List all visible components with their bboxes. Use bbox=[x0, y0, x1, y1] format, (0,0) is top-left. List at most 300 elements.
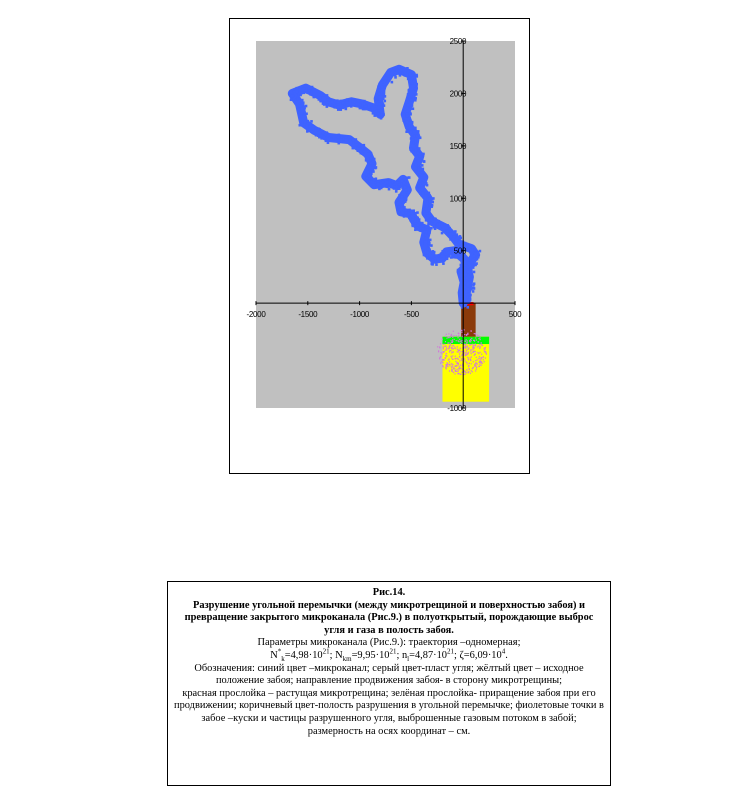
fracture-particle bbox=[484, 361, 485, 362]
fracture-particle bbox=[471, 356, 472, 357]
trajectory-pixel bbox=[344, 136, 347, 139]
trajectory-pixel bbox=[426, 257, 429, 260]
trajectory-pixel bbox=[408, 89, 411, 92]
fracture-particle bbox=[481, 345, 482, 346]
figure-frame bbox=[229, 18, 530, 474]
fracture-particle bbox=[456, 366, 457, 367]
fracture-particle bbox=[465, 344, 466, 345]
fracture-particle bbox=[477, 352, 478, 353]
caption-legend-2: красная прослойка – растущая микротрещина; зелёная прослойка- приращение забоя при его продвижении; коричневый цвет-полость разрушения в угольной перемычке; фиолетовые точки в забое –куски и частицы разрушенного угля, выброшенные газовым потоком в забой; размерность на осях координат – см. bbox=[174, 687, 604, 737]
fracture-particle bbox=[458, 364, 459, 365]
param-nl-sub: l bbox=[407, 655, 410, 664]
trajectory-pixel bbox=[394, 76, 397, 79]
fracture-particle bbox=[451, 363, 452, 364]
trajectory-pixel bbox=[438, 223, 441, 226]
trajectory-pixel bbox=[380, 91, 383, 94]
trajectory-pixel bbox=[406, 121, 409, 124]
trajectory-pixel bbox=[387, 77, 390, 80]
trajectory-pixel bbox=[421, 222, 424, 225]
trajectory-pixel bbox=[381, 86, 384, 89]
trajectory-pixel bbox=[460, 268, 463, 271]
fracture-particle bbox=[446, 365, 447, 366]
trajectory-pixel bbox=[323, 94, 326, 97]
fracture-particle bbox=[459, 366, 460, 367]
trajectory-pixel bbox=[380, 82, 383, 85]
fracture-particle bbox=[452, 359, 453, 360]
trajectory-pixel bbox=[364, 148, 367, 151]
trajectory-pixel bbox=[306, 124, 309, 127]
fracture-particle bbox=[450, 350, 451, 351]
trajectory-pixel bbox=[398, 66, 401, 69]
trajectory-pixel bbox=[466, 295, 469, 298]
fracture-particle bbox=[457, 346, 458, 347]
trajectory-pixel bbox=[411, 121, 414, 124]
fracture-particle bbox=[445, 336, 446, 337]
trajectory-pixel bbox=[375, 177, 378, 180]
fracture-particle bbox=[464, 347, 465, 348]
fracture-particle bbox=[452, 355, 453, 356]
fracture-particle bbox=[476, 339, 477, 340]
fracture-particle bbox=[451, 335, 452, 336]
fracture-particle bbox=[480, 365, 481, 366]
fracture-particle bbox=[451, 370, 452, 371]
fracture-particle bbox=[468, 349, 469, 350]
trajectory-pixel bbox=[422, 228, 425, 231]
trajectory-pixel bbox=[391, 181, 394, 184]
fracture-particle bbox=[477, 346, 478, 347]
trajectory-pixel bbox=[426, 200, 429, 203]
fracture-particle bbox=[475, 345, 476, 346]
fracture-particle bbox=[448, 333, 449, 334]
fracture-particle bbox=[484, 348, 485, 349]
fracture-particle bbox=[449, 351, 450, 352]
fracture-particle bbox=[460, 348, 461, 349]
fracture-particle bbox=[471, 340, 472, 341]
trajectory-pixel bbox=[310, 120, 313, 123]
trajectory-pixel bbox=[377, 109, 380, 112]
trajectory-pixel bbox=[467, 274, 470, 277]
trajectory-pixel bbox=[342, 102, 345, 105]
trajectory-pixel bbox=[406, 193, 409, 196]
fracture-particle bbox=[465, 341, 466, 342]
trajectory-pixel bbox=[446, 229, 449, 232]
fracture-particle bbox=[459, 350, 460, 351]
trajectory-pixel bbox=[414, 212, 417, 215]
trajectory-pixel bbox=[331, 101, 334, 104]
trajectory-pixel bbox=[403, 110, 406, 113]
trajectory-pixel bbox=[422, 233, 425, 236]
x-tick-label: -500 bbox=[403, 310, 419, 320]
fracture-particle bbox=[448, 337, 449, 338]
fracture-particle bbox=[461, 358, 462, 359]
fracture-particle bbox=[443, 344, 444, 345]
trajectory-pixel bbox=[428, 207, 431, 210]
fracture-particle bbox=[453, 331, 454, 332]
trajectory-pixel bbox=[411, 219, 414, 222]
trajectory-pixel bbox=[424, 214, 427, 217]
fracture-particle bbox=[446, 356, 447, 357]
fracture-particle bbox=[455, 348, 456, 349]
trajectory-pixel bbox=[455, 233, 458, 236]
trajectory-pixel bbox=[471, 262, 474, 265]
trajectory-pixel bbox=[402, 69, 405, 72]
trajectory-pixel bbox=[404, 74, 407, 77]
fracture-particle bbox=[479, 362, 480, 363]
y-tick-label: 1500 bbox=[449, 141, 467, 151]
trajectory-pixel bbox=[380, 106, 383, 109]
trajectory-pixel bbox=[366, 177, 369, 180]
fracture-particle bbox=[479, 346, 480, 347]
fracture-particle bbox=[485, 351, 486, 352]
fracture-particle bbox=[451, 367, 452, 368]
fracture-particle bbox=[468, 358, 469, 359]
trajectory-pixel bbox=[411, 151, 414, 154]
trajectory-pixel bbox=[371, 106, 374, 109]
trajectory-pixel bbox=[367, 171, 370, 174]
trajectory-pixel bbox=[420, 171, 423, 174]
trajectory-pixel bbox=[400, 196, 403, 199]
trajectory-pixel bbox=[355, 141, 358, 144]
trajectory-pixel bbox=[428, 209, 431, 212]
caption-params-values bbox=[174, 647, 604, 664]
trajectory-pixel bbox=[378, 93, 381, 96]
trajectory-pixel bbox=[475, 262, 478, 265]
fracture-particle bbox=[481, 357, 482, 358]
trajectory-pixel bbox=[375, 105, 378, 108]
trajectory-pixel bbox=[328, 104, 331, 107]
fracture-particle bbox=[473, 361, 474, 362]
trajectory-pixel bbox=[398, 211, 401, 214]
param-nk-sup: * bbox=[277, 647, 282, 656]
trajectory-pixel bbox=[428, 192, 431, 195]
fracture-particle bbox=[457, 351, 458, 352]
fracture-particle bbox=[467, 353, 468, 354]
figure-caption bbox=[167, 581, 611, 786]
fracture-particle bbox=[437, 346, 438, 347]
trajectory-pixel bbox=[337, 134, 340, 137]
fracture-particle bbox=[472, 344, 473, 345]
fracture-particle bbox=[457, 369, 458, 370]
fracture-particle bbox=[451, 356, 452, 357]
trajectory-pixel bbox=[417, 224, 420, 227]
fracture-particle bbox=[479, 337, 480, 338]
trajectory-pixel bbox=[333, 100, 336, 103]
fracture-particle bbox=[462, 342, 463, 343]
trajectory-pixel bbox=[408, 217, 411, 220]
trajectory-pixel bbox=[419, 136, 422, 139]
trajectory-pixel bbox=[336, 103, 339, 106]
fracture-particle bbox=[457, 340, 458, 341]
trajectory-pixel bbox=[345, 108, 348, 111]
fracture-particle bbox=[464, 360, 465, 361]
trajectory-pixel bbox=[472, 290, 475, 293]
y-tick-label: 2000 bbox=[449, 89, 467, 99]
fracture-particle bbox=[445, 341, 446, 342]
trajectory-pixel bbox=[355, 103, 358, 106]
fracture-particle bbox=[449, 350, 450, 351]
fracture-particle bbox=[453, 335, 454, 336]
fracture-particle bbox=[466, 352, 467, 353]
trajectory-pixel bbox=[358, 149, 361, 152]
fracture-particle bbox=[476, 367, 477, 368]
trajectory-pixel bbox=[317, 127, 320, 130]
trajectory-pixel bbox=[299, 94, 302, 97]
fracture-particle bbox=[442, 359, 443, 360]
fracture-particle bbox=[482, 357, 483, 358]
fracture-particle bbox=[452, 339, 453, 340]
fracture-particle bbox=[458, 335, 459, 336]
trajectory-pixel bbox=[458, 241, 461, 244]
trajectory-pixel bbox=[428, 194, 431, 197]
trajectory-pixel bbox=[326, 94, 329, 97]
fracture-particle bbox=[466, 339, 467, 340]
x-tick-label: -1500 bbox=[298, 310, 318, 320]
trajectory-pixel bbox=[404, 186, 407, 189]
trajectory-pixel bbox=[408, 212, 411, 215]
fracture-particle bbox=[449, 337, 450, 338]
trajectory-pixel bbox=[319, 97, 322, 100]
fracture-particle bbox=[461, 355, 462, 356]
trajectory-pixel bbox=[425, 231, 428, 234]
fracture-particle bbox=[459, 360, 460, 361]
trajectory-pixel bbox=[377, 180, 380, 183]
fracture-particle bbox=[440, 343, 441, 344]
fracture-particle bbox=[475, 360, 476, 361]
trajectory-pixel bbox=[367, 150, 370, 153]
trajectory-pixel bbox=[432, 197, 435, 200]
trajectory-pixel bbox=[473, 287, 476, 290]
param-nl-symbol: ; n bbox=[396, 649, 408, 661]
trajectory-pixel bbox=[426, 235, 429, 238]
trajectory-pixel bbox=[406, 67, 409, 70]
trajectory-pixel bbox=[325, 140, 328, 143]
trajectory-pixel bbox=[325, 131, 328, 134]
trajectory-pixel bbox=[422, 154, 425, 157]
fracture-particle bbox=[450, 340, 451, 341]
fracture-particle bbox=[481, 342, 482, 343]
trajectory-pixel bbox=[305, 112, 308, 115]
fracture-particle bbox=[442, 353, 443, 354]
fracture-particle bbox=[479, 364, 480, 365]
trajectory-pixel bbox=[411, 82, 414, 85]
trajectory-pixel bbox=[320, 94, 323, 97]
trajectory-pixel bbox=[469, 249, 472, 252]
fracture-particle bbox=[459, 368, 460, 369]
trajectory-pixel bbox=[366, 159, 369, 162]
caption-title: Разрушение угольной перемычки (между микротрещиной и поверхностью забоя) и превращение закрытого микроканала (Рис.9.) в полуоткрытый, порождающие выброс угля и газа в полость забоя. bbox=[184, 599, 594, 636]
trajectory-pixel bbox=[400, 69, 403, 72]
fracture-particle bbox=[453, 372, 454, 373]
trajectory-pixel bbox=[418, 147, 421, 150]
trajectory-pixel bbox=[426, 212, 429, 215]
trajectory-pixel bbox=[424, 250, 427, 253]
trajectory-pixel bbox=[467, 271, 470, 274]
trajectory-pixel bbox=[422, 236, 425, 239]
trajectory-pixel bbox=[377, 184, 380, 187]
trajectory-pixel bbox=[363, 100, 366, 103]
trajectory-pixel bbox=[337, 108, 340, 111]
fracture-particle bbox=[466, 335, 467, 336]
trajectory-pixel bbox=[459, 258, 462, 261]
fracture-particle bbox=[464, 358, 465, 359]
trajectory-pixel bbox=[437, 255, 440, 258]
fracture-particle bbox=[470, 360, 471, 361]
param-nk-value: =4,98·10 bbox=[284, 649, 323, 661]
fracture-particle bbox=[440, 352, 441, 353]
fracture-particle bbox=[447, 366, 448, 367]
y-tick-label: -1000 bbox=[447, 404, 467, 413]
trajectory-pixel bbox=[407, 191, 410, 194]
fracture-particle bbox=[459, 353, 460, 354]
trajectory-pixel bbox=[422, 225, 425, 228]
trajectory-pixel bbox=[416, 145, 419, 148]
trajectory-pixel bbox=[419, 229, 422, 232]
fracture-particle bbox=[461, 330, 462, 331]
trajectory-pixel bbox=[418, 168, 421, 171]
fracture-particle bbox=[448, 359, 449, 360]
trajectory-pixel bbox=[401, 207, 404, 210]
trajectory-pixel bbox=[388, 188, 391, 191]
fracture-particle bbox=[480, 360, 481, 361]
trajectory-pixel bbox=[433, 226, 436, 229]
trajectory-pixel bbox=[410, 95, 413, 98]
fracture-particle bbox=[449, 361, 450, 362]
trajectory-pixel bbox=[311, 130, 314, 133]
trajectory-pixel bbox=[450, 251, 453, 254]
trajectory-pixel bbox=[408, 122, 411, 125]
trajectory-pixel bbox=[472, 284, 475, 287]
fracture-particle bbox=[471, 330, 472, 331]
trajectory-pixel bbox=[393, 187, 396, 190]
fracture-particle bbox=[474, 333, 475, 334]
trajectory-pixel bbox=[383, 104, 386, 107]
trajectory-pixel bbox=[291, 95, 294, 98]
trajectory-pixel bbox=[295, 87, 298, 90]
trajectory-pixel bbox=[422, 183, 425, 186]
trajectory-pixel bbox=[375, 110, 378, 113]
fracture-particle bbox=[467, 363, 468, 364]
trajectory-pixel bbox=[465, 300, 468, 303]
trajectory-pixel bbox=[442, 260, 445, 263]
fracture-particle bbox=[454, 358, 455, 359]
trajectory-pixel bbox=[418, 150, 421, 153]
trajectory-pixel bbox=[428, 248, 431, 251]
fracture-particle bbox=[468, 368, 469, 369]
trajectory-pixel bbox=[414, 127, 417, 130]
fracture-particle bbox=[471, 370, 472, 371]
trajectory-pixel bbox=[423, 254, 426, 257]
trajectory-pixel bbox=[415, 74, 418, 77]
fracture-particle bbox=[459, 356, 460, 357]
trajectory-pixel bbox=[406, 176, 409, 179]
trajectory-pixel bbox=[306, 128, 309, 131]
fracture-particle bbox=[457, 371, 458, 372]
fracture-particle bbox=[479, 352, 480, 353]
fracture-particle bbox=[460, 341, 461, 342]
fracture-particle bbox=[458, 350, 459, 351]
trajectory-pixel bbox=[430, 255, 433, 258]
fracture-particle bbox=[479, 344, 480, 345]
fracture-particle bbox=[456, 362, 457, 363]
trajectory-pixel bbox=[414, 138, 417, 141]
trajectory-pixel bbox=[471, 259, 474, 262]
fracture-particle bbox=[478, 336, 479, 337]
trajectory-pixel bbox=[449, 238, 452, 241]
fracture-particle bbox=[480, 359, 481, 360]
fracture-particle bbox=[473, 351, 474, 352]
trajectory-pixel bbox=[418, 155, 421, 158]
fracture-particle bbox=[477, 359, 478, 360]
param-nk-sub: k bbox=[281, 655, 285, 664]
trajectory-pixel bbox=[466, 306, 469, 309]
trajectory-pixel bbox=[303, 106, 306, 109]
fracture-particle bbox=[478, 338, 479, 339]
trajectory-pixel bbox=[349, 99, 352, 102]
trajectory-pixel bbox=[468, 259, 471, 262]
fracture-particle bbox=[452, 351, 453, 352]
trajectory-pixel bbox=[382, 113, 385, 116]
fracture-particle bbox=[446, 346, 447, 347]
param-nk-exp: 21 bbox=[322, 647, 330, 656]
param-nkm-symbol: ; N bbox=[329, 649, 343, 661]
trajectory-pixel bbox=[394, 74, 397, 77]
trajectory-pixel bbox=[467, 288, 470, 291]
trajectory-pixel bbox=[406, 104, 409, 107]
fracture-particle bbox=[446, 362, 447, 363]
trajectory-pixel bbox=[399, 74, 402, 77]
trajectory-pixel bbox=[464, 282, 467, 285]
fracture-particle bbox=[449, 370, 450, 371]
fracture-particle bbox=[471, 363, 472, 364]
fracture-particle bbox=[476, 357, 477, 358]
trajectory-pixel bbox=[452, 235, 455, 238]
trajectory-pixel bbox=[366, 102, 369, 105]
trajectory-pixel bbox=[304, 121, 307, 124]
fracture-particle bbox=[472, 368, 473, 369]
fracture-particle bbox=[468, 347, 469, 348]
fracture-particle bbox=[469, 369, 470, 370]
trajectory-pixel bbox=[411, 221, 414, 224]
trajectory-pixel bbox=[401, 187, 404, 190]
trajectory-pixel bbox=[437, 220, 440, 223]
trajectory-pixel bbox=[414, 88, 417, 91]
trajectory-pixel bbox=[426, 184, 429, 187]
trajectory-pixel bbox=[412, 209, 415, 212]
trajectory-pixel bbox=[350, 105, 353, 108]
fracture-particle bbox=[439, 358, 440, 359]
fracture-particle bbox=[474, 347, 475, 348]
fracture-particle bbox=[451, 352, 452, 353]
trajectory-pixel bbox=[430, 263, 433, 266]
trajectory-pixel bbox=[454, 240, 457, 243]
fracture-particle bbox=[443, 359, 444, 360]
param-nl-exp: 21 bbox=[447, 647, 455, 656]
trajectory-pixel bbox=[365, 174, 368, 177]
trajectory-pixel bbox=[313, 96, 316, 99]
trajectory-pixel bbox=[463, 266, 466, 269]
trajectory-pixel bbox=[417, 185, 420, 188]
param-nkm-sub: km bbox=[342, 655, 352, 664]
fracture-particle bbox=[454, 346, 455, 347]
trajectory-pixel bbox=[414, 228, 417, 231]
trajectory-pixel bbox=[409, 80, 412, 83]
trajectory-pixel bbox=[454, 230, 457, 233]
trajectory-pixel bbox=[323, 103, 326, 106]
trajectory-pixel bbox=[315, 134, 318, 137]
trajectory-pixel bbox=[429, 204, 432, 207]
trajectory-pixel bbox=[397, 206, 400, 209]
trajectory-pixel bbox=[373, 114, 376, 117]
